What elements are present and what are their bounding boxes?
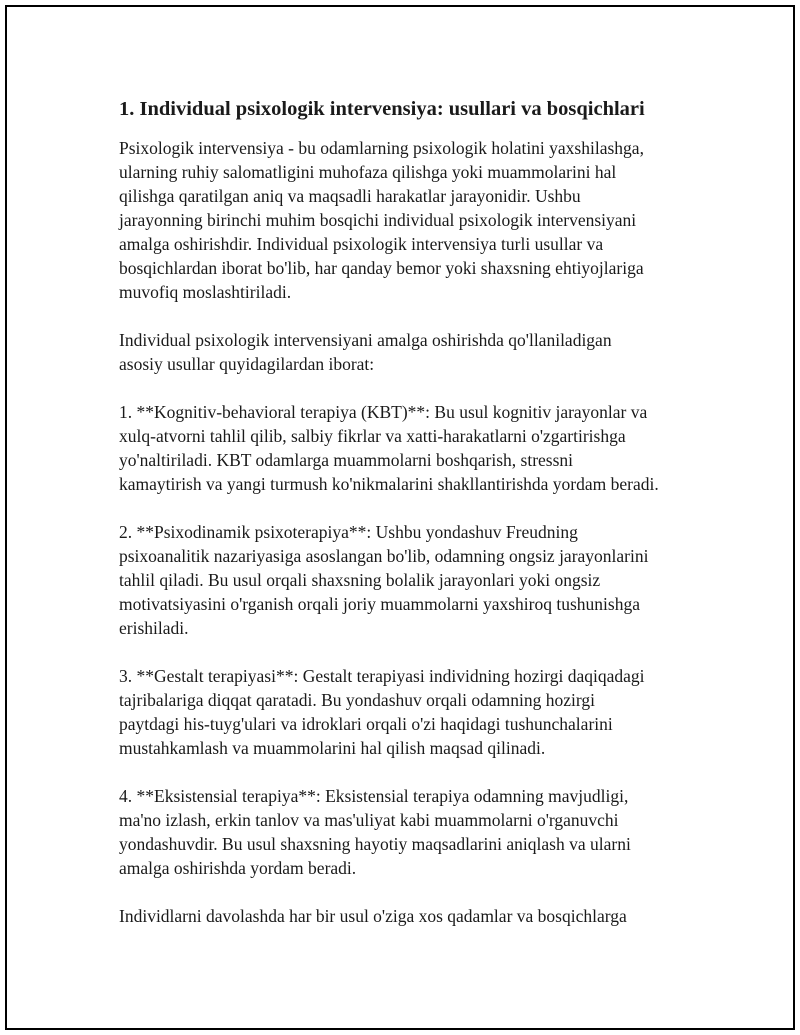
document-body <box>119 95 699 928</box>
paragraph-intro: Psixologik intervensiya - bu odamlarning psixologik holatini yaxshilashga, ularning ruhiy salomatligini muhofaza qilishga yoki muammolarini hal qilishga qaratilgan aniq va maqsadli harakatlar jarayonidir. Ushbu jarayonning birinchi muhim bosqichi individual psixologik intervensiyani amalga oshirishdir. Individual psixologik intervensiya turli usullar va bosqichlardan iborat bo'lib, har qanday bemor yoki shaxsning ehtiyojlariga muvofiq moslashtiriladi. <box>119 138 644 302</box>
paragraph-method-existential: 4. **Eksistensial terapiya**: Eksistensial terapiya odamning mavjudligi, ma'no izlash, erkin tanlov va mas'uliyat kabi muammolarni o'rganuvchi yondashuvdir. Bu usul shaxsning hayotiy maqsadlarini aniqlash va ularni amalga oshirishda yordam beradi. <box>119 786 631 878</box>
paragraph-method-gestalt: 3. **Gestalt terapiyasi**: Gestalt terapiyasi individning hozirgi daqiqadagi tajribalariga diqqat qaratadi. Bu yondashuv orqali odamning hozirgi paytdagi his-tuyg'ulari va idroklari orqali o'zi haqidagi tushunchalarini mustahkamlash va muammolarini hal qilish maqsad qilinadi. <box>119 666 645 758</box>
paragraph-method-psychodynamic: 2. **Psixodinamik psixoterapiya**: Ushbu yondashuv Freudning psixoanalitik nazariyasiga asoslangan bo'lib, odamning ongsiz jarayonlarini tahlil qiladi. Bu usul orqali shaxsning bolalik jarayonlari yoki ongsiz motivatsiyasini o'rganish orqali joriy muammolarni yaxshiroq tushunishga erishiladi. <box>119 522 649 638</box>
paragraph-methods-intro: Individual psixologik intervensiyani amalga oshirishda qo'llaniladigan asosiy usullar quyidagilardan iborat: <box>119 330 612 374</box>
paragraph-conclusion-start: Individlarni davolashda har bir usul o'ziga xos qadamlar va bosqichlarga <box>119 906 627 926</box>
paragraph-method-kbt: 1. **Kognitiv-behavioral terapiya (KBT)**: Bu usul kognitiv jarayonlar va xulq-atvorni tahlil qilib, salbiy fikrlar va xatti-harakatlarni o'zgartirishga yo'naltiriladi. KBT odamlarga muammolarni boshqarish, stressni kamaytirish va yangi turmush ko'nikmalarini shakllantirishda yordam beradi. <box>119 402 659 494</box>
page-frame <box>5 5 795 1030</box>
document-title: 1. Individual psixologik intervensiya: usullari va bosqichlari <box>119 98 645 120</box>
